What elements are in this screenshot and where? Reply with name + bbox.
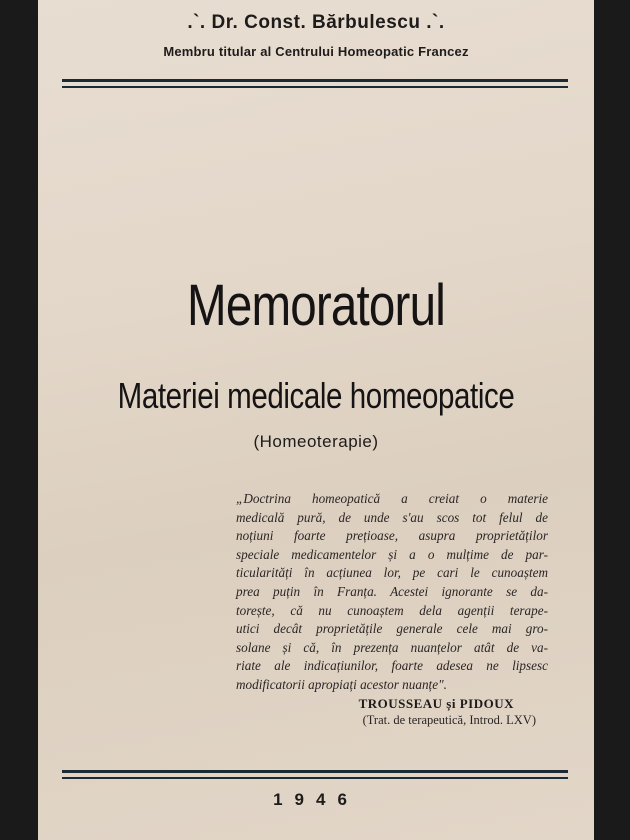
quote-line: speciale medicamentelor și a o mulțime de par-	[236, 546, 548, 562]
book-title: Memoratorul	[187, 273, 445, 338]
quote-line: modificatorii apropiați acestor nuanțe".	[236, 676, 447, 692]
quote-attribution: TROUSSEAU și PIDOUX	[358, 696, 514, 711]
quote-line: utici decât proprietățile generale cele mai gro-	[236, 621, 548, 637]
quote-line: ticularități în acțiunea lor, pe cari le cunoaștem	[236, 565, 548, 581]
quote-line: solane și că, în prezența nuanțelor atât de va-	[236, 639, 548, 655]
author-membership: Membru titular al Centrului Homeopatic Francez	[163, 44, 469, 59]
publication-year: 1946	[273, 790, 359, 809]
book-subtitle: Materiei medicale homeopatice	[117, 375, 515, 416]
bottom-divider	[62, 770, 568, 779]
quote-line: medicală pură, de unde s'au scos tot felul de	[236, 509, 548, 525]
book-cover	[38, 0, 594, 840]
quote-line: torește, că nu cunoaștem dela agenții terape-	[236, 602, 548, 618]
book-parenthetical: (Homeoterapie)	[253, 432, 379, 451]
quote-line: riate ale indicațiunilor, foarte adesea ne lipsesc	[236, 658, 548, 674]
quote-line: noțiuni foarte prețioase, asupra proprietăților	[236, 528, 548, 544]
epigraph-quote	[236, 490, 548, 695]
top-divider	[62, 79, 568, 88]
quote-source: (Trat. de terapeutică, Introd. LXV)	[362, 713, 536, 727]
quote-line: prea puțin în Franța. Acestei ignorante se da-	[236, 583, 548, 599]
quote-line: „Doctrina homeopatică a creiat o materie	[236, 491, 548, 506]
author-name: .`. Dr. Const. Bărbulescu .`.	[187, 12, 445, 33]
